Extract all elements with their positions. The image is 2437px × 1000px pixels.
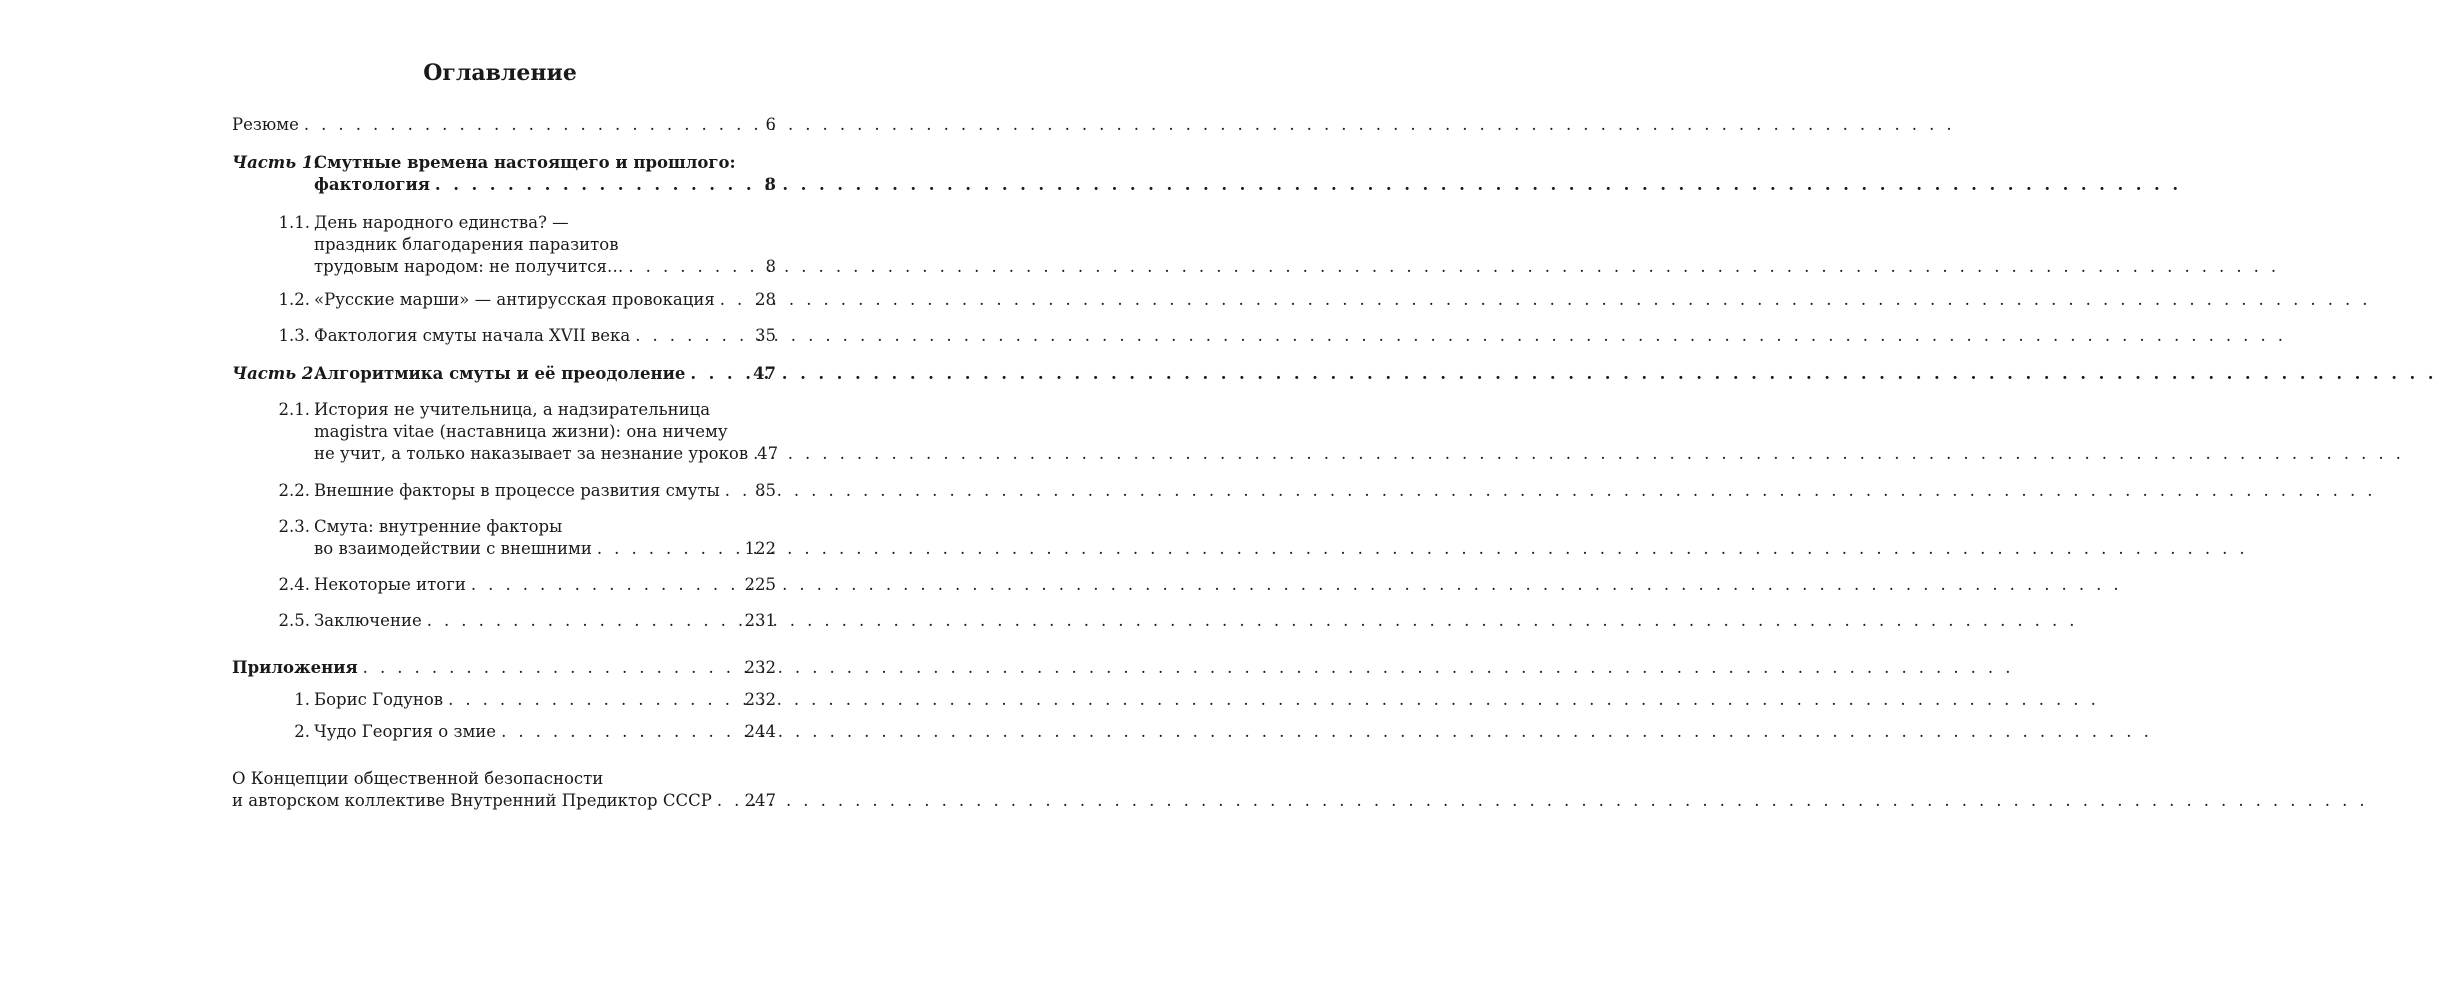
part-label: Часть 1. <box>232 153 320 172</box>
section-number: 1.1. <box>278 213 310 232</box>
toc-entry-title: «Русские марши» — антирусская провокация <box>314 290 715 309</box>
page-number: 225 <box>744 575 776 594</box>
section-number: 2.3. <box>278 517 310 536</box>
toc-entry-title: Смута: внутренние факторы <box>314 517 563 536</box>
dot-leader <box>443 689 744 711</box>
appendix-number: 1. <box>294 690 310 709</box>
page-number: 28 <box>755 290 776 309</box>
toc-entry-title: не учит, а только наказывает за незнание уроков <box>314 444 749 463</box>
section-number: 1.2. <box>278 290 310 309</box>
toc-entry-part-1[interactable] <box>314 152 776 196</box>
dot-leader <box>592 538 745 560</box>
page-number: 47 <box>757 444 779 463</box>
dot-leader <box>430 174 765 196</box>
dot-leader <box>712 790 745 812</box>
toc-entry-title: Борис Годунов <box>314 690 444 709</box>
toc-entry-section-2-2[interactable] <box>314 480 776 502</box>
toc-entry-title: во взаимодействии с внешними <box>314 539 592 558</box>
toc-entry-part-2[interactable] <box>314 363 776 385</box>
toc-entry-title: О Концепции общественной безопасности <box>232 769 604 788</box>
dot-leader <box>299 114 766 136</box>
dot-leader <box>630 325 755 347</box>
page-number: 8 <box>764 175 776 194</box>
toc-entry-section-2-1[interactable] <box>314 399 779 465</box>
part-label: Часть 2. <box>232 364 320 383</box>
toc-entry-title: magistra vitae (наставница жизни): она ничему <box>314 422 728 441</box>
section-number: 2.5. <box>278 611 310 630</box>
toc-entry-appendix-2[interactable] <box>314 721 776 743</box>
toc-entry-resume[interactable] <box>232 114 776 136</box>
section-number: 2.4. <box>278 575 310 594</box>
dot-leader <box>715 289 755 311</box>
toc-entry-title: праздник благодарения паразитов <box>314 235 619 254</box>
page-number: 231 <box>744 611 776 630</box>
dot-leader <box>496 721 744 743</box>
toc-entry-section-1-3[interactable] <box>314 325 776 347</box>
toc-entry-section-1-2[interactable] <box>314 289 776 311</box>
page-number: 8 <box>765 257 776 276</box>
toc-entry-appendices[interactable] <box>232 657 776 679</box>
toc-entry-title: День народного единства? — <box>314 213 569 232</box>
section-number: 1.3. <box>278 326 310 345</box>
toc-entry-section-2-5[interactable] <box>314 610 776 632</box>
toc-entry-section-2-4[interactable] <box>314 574 776 596</box>
page-number: 122 <box>744 539 776 558</box>
toc-entry-about[interactable] <box>232 768 776 812</box>
page-number: 85 <box>755 481 776 500</box>
toc-entry-title: Фактология смуты начала XVII века <box>314 326 631 345</box>
dot-leader <box>422 610 745 632</box>
toc-entry-section-2-3[interactable] <box>314 516 776 560</box>
toc-entry-title: Чудо Георгия о змие <box>314 722 497 741</box>
toc-entry-section-1-1[interactable] <box>314 212 776 278</box>
dot-leader <box>466 574 745 596</box>
page-number: 6 <box>765 115 776 134</box>
appendix-number: 2. <box>294 722 310 741</box>
toc-entry-title: Алгоритмика смуты и её преодоление <box>314 364 686 383</box>
dot-leader <box>358 657 745 679</box>
page-title: Оглавление <box>423 60 577 86</box>
page-number: 247 <box>744 791 776 810</box>
toc-entry-title: Резюме <box>232 115 299 134</box>
toc-entry-title: Заключение <box>314 611 422 630</box>
dot-leader <box>748 443 757 465</box>
toc-entry-appendix-1[interactable] <box>314 689 776 711</box>
page-number: 35 <box>755 326 776 345</box>
toc-entry-title: Приложения <box>232 658 358 677</box>
page-number: 244 <box>744 722 776 741</box>
page-number: 232 <box>744 690 776 709</box>
dot-leader <box>685 363 753 385</box>
toc-entry-title: Внешние факторы в процессе развития смуты <box>314 481 720 500</box>
toc-entry-title: фактология <box>314 175 430 194</box>
toc-entry-title: трудовым народом: не получится… <box>314 257 624 276</box>
toc-entry-title: История не учительница, а надзирательница <box>314 400 711 419</box>
dot-leader <box>623 256 765 278</box>
toc-entry-title: Некоторые итоги <box>314 575 466 594</box>
dot-leader <box>720 480 755 502</box>
toc-entry-title: Смутные времена настоящего и прошлого: <box>314 153 736 172</box>
toc-entry-title: и авторском коллективе Внутренний Предиктор СССР <box>232 791 712 810</box>
page-number: 232 <box>744 658 776 677</box>
page-number: 47 <box>753 364 776 383</box>
section-number: 2.2. <box>278 481 310 500</box>
section-number: 2.1. <box>278 400 310 419</box>
